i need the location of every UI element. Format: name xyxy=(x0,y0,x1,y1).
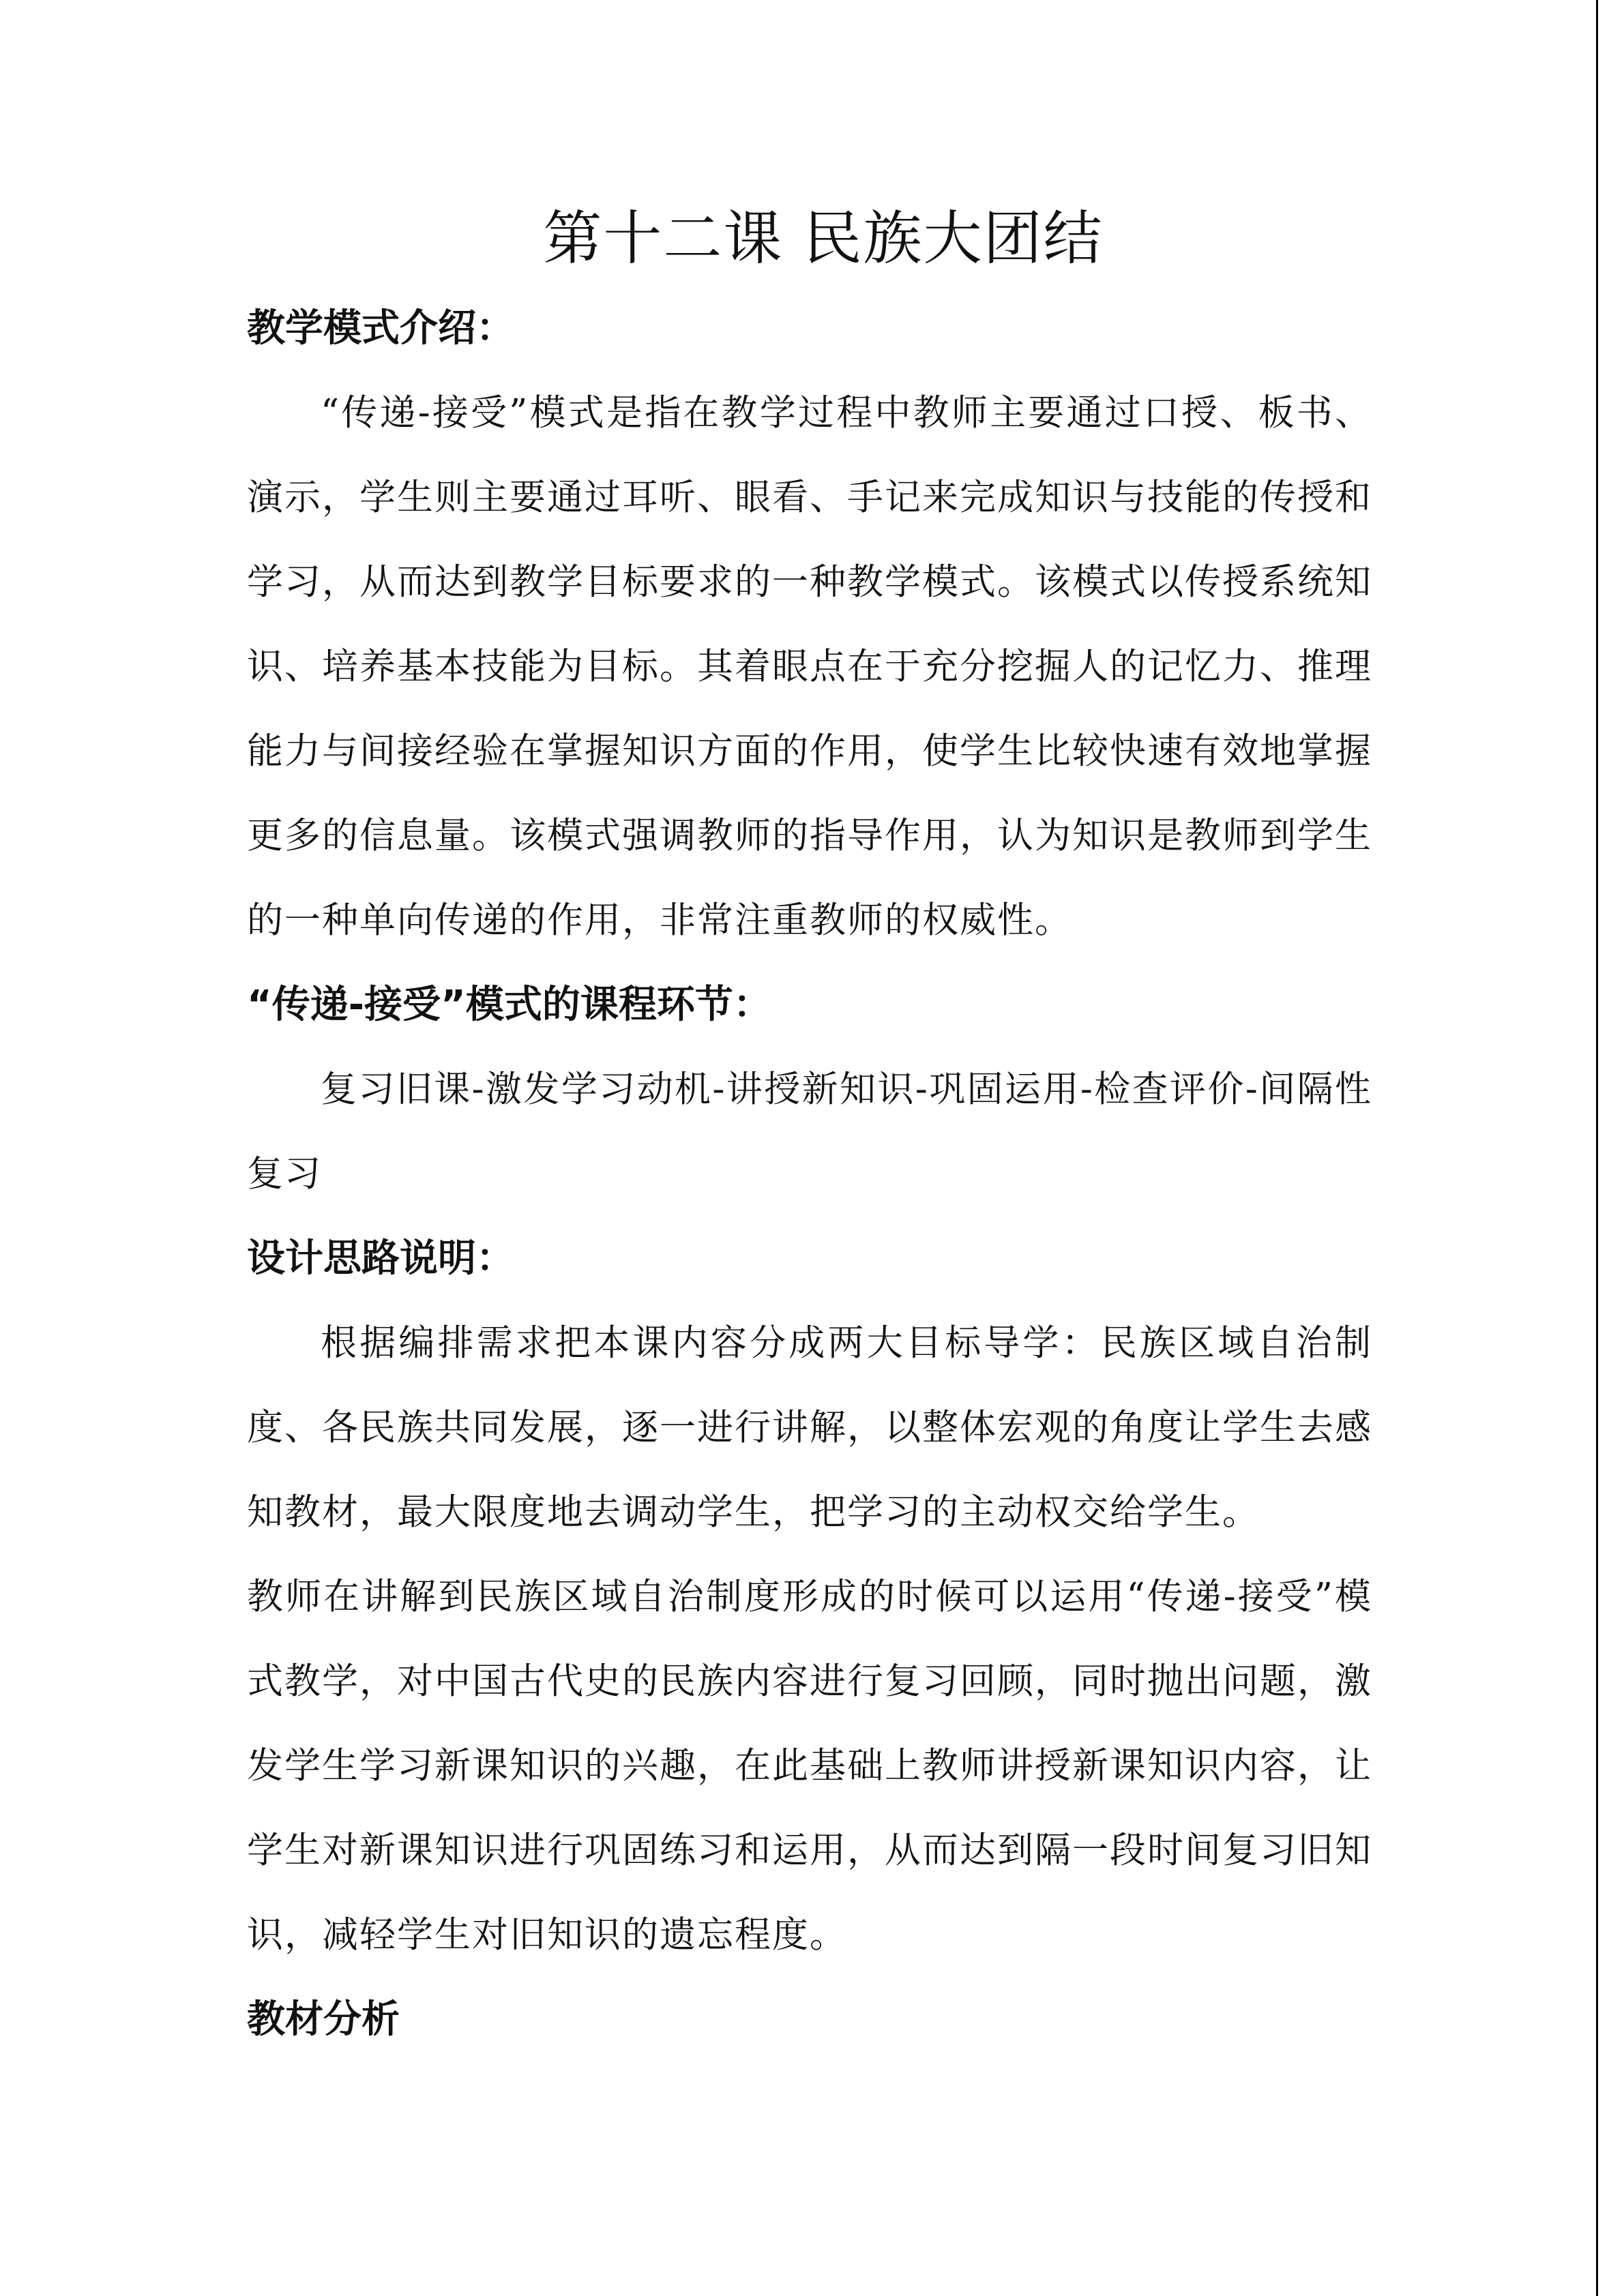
paragraph-design-notes-1: 根据编排需求把本课内容分成两大目标导学：民族区域自治制度、各民族共同发展，逐一进行讲解，以整体宏观的角度让学生去感知教材，最大限度地去调动学生，把学习的主动权交给学生。 xyxy=(247,1322,1372,1533)
document-page xyxy=(247,198,1372,2062)
lesson-title: 第十二课 民族大团结 xyxy=(543,205,1104,273)
paragraph-course-steps: 复习旧课-激发学习动机-讲授新知识-巩固运用-检查评价-间隔性复习 xyxy=(247,1069,1372,1195)
heading-teaching-mode: 教学模式介绍： xyxy=(247,306,514,351)
paragraph-teaching-mode: “传递-接受”模式是指在教学过程中教师主要通过口授、板书、演示，学生则主要通过耳听、眼看、手记来完成知识与技能的传授和学习，从而达到教学目标要求的一种教学模式。该模式以传授系统知识、培养基本技能为目标。其着眼点在于充分挖掘人的记忆力、推理能力与间接经验在掌握知识方面的作用，使学生比较快速有效地掌握更多的信息量。该模式强调教师的指导作用，认为知识是教师到学生的一种单向传递的作用，非常注重教师的权威性。 xyxy=(247,392,1372,941)
heading-textbook-analysis: 教材分析 xyxy=(247,1997,400,2042)
paragraph-design-notes-2: 教师在讲解到民族区域自治制度形成的时候可以运用“传递-接受”模式教学，对中国古代史的民族内容进行复习回顾，同时抛出问题，激发学生学习新课知识的兴趣，在此基础上教师讲授新课知识内容，让学生对新课知识进行巩固练习和运用，从而达到隔一段时间复习旧知识，减轻学生对旧知识的遗忘程度。 xyxy=(247,1576,1372,1956)
heading-design-notes: 设计思路说明： xyxy=(247,1236,514,1281)
heading-course-steps: “传递-接受”模式的课程环节： xyxy=(247,983,771,1027)
page-border-line xyxy=(1596,0,1598,2296)
